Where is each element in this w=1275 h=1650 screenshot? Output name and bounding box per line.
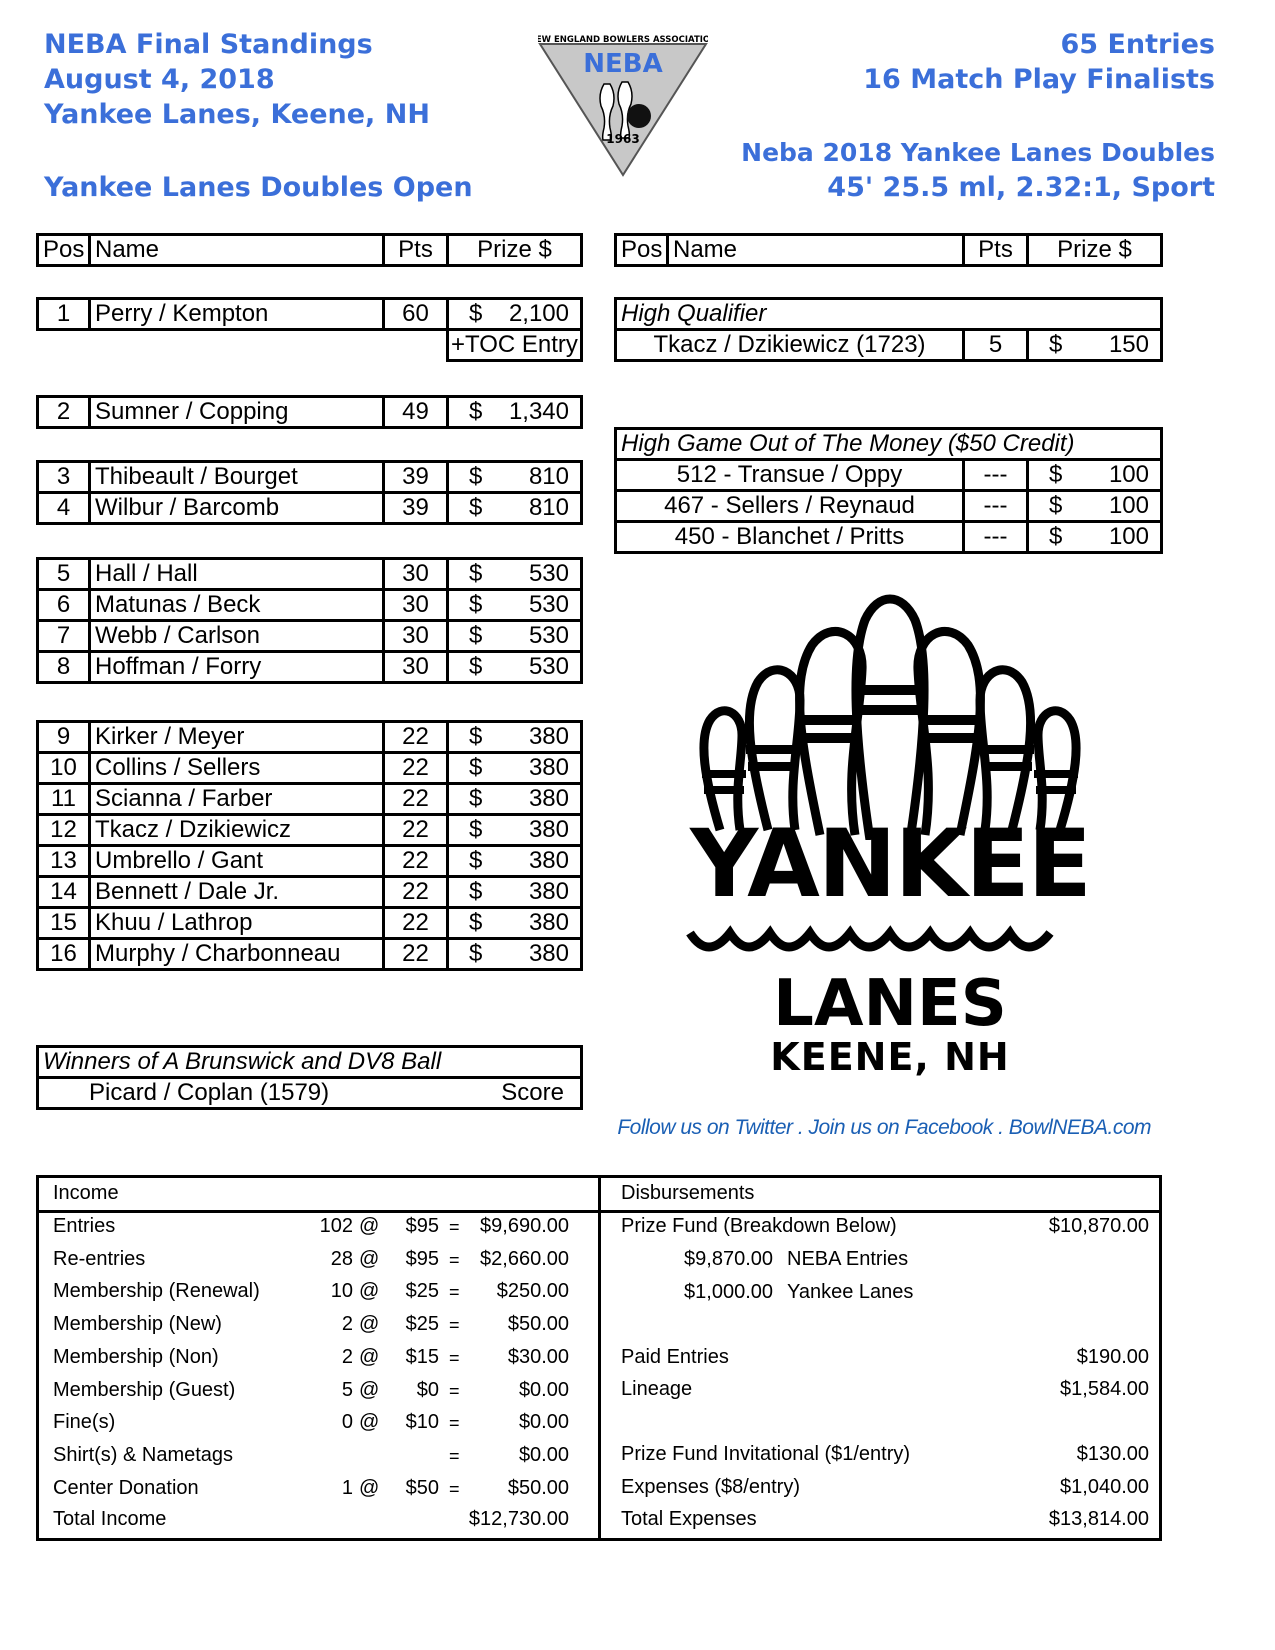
income-amount: $0.00: [518, 1443, 569, 1466]
table-row: [38, 590, 582, 621]
row-pos: 5: [38, 559, 90, 590]
table-row: [38, 621, 582, 652]
col-name: Name: [668, 235, 964, 266]
standings-group-5-8: [36, 557, 583, 684]
breakdown-neba-amount: $9,870.00: [684, 1248, 773, 1270]
svg-text:NEBA: NEBA: [583, 49, 663, 79]
ball-winners-table: [36, 1045, 583, 1110]
row-pts: 49: [384, 397, 448, 428]
row-prize: $ 810: [448, 462, 582, 493]
yankee-logo-line2: LANES: [773, 967, 1007, 1041]
total-income: $12,730.00: [468, 1508, 569, 1530]
row-pos: 14: [38, 877, 90, 908]
table-row: [38, 939, 582, 970]
row-pts: 22: [384, 908, 448, 939]
header-venue: Yankee Lanes, Keene, NH: [44, 99, 430, 130]
paid-entries: $190.00: [1076, 1346, 1149, 1368]
row-name: 450 - Blanchet / Pritts: [616, 522, 964, 553]
table-row: [38, 722, 582, 753]
row-pos: 2: [38, 397, 90, 428]
svg-text:NEW ENGLAND BOWLERS ASSOCIATIO: NEW ENGLAND BOWLERS ASSOCIATION: [538, 35, 708, 45]
invitational: $130.00: [1076, 1443, 1149, 1465]
income-qty: 1: [341, 1476, 353, 1499]
row-pts: 5: [964, 330, 1028, 361]
row-prize: $ 530: [448, 559, 582, 590]
income-eq: =: [449, 1478, 460, 1499]
row-prize: $ 380: [448, 753, 582, 784]
row-name: Matunas / Beck: [90, 590, 384, 621]
table-row: [38, 815, 582, 846]
breakdown-neba-label: NEBA Entries: [787, 1248, 909, 1270]
row-pts: 22: [384, 815, 448, 846]
col-name: Name: [90, 235, 384, 266]
income-eq: =: [449, 1315, 460, 1336]
income-eq: =: [449, 1249, 460, 1270]
pattern-title: Neba 2018 Yankee Lanes Doubles: [741, 138, 1215, 167]
row-pos: 4: [38, 493, 90, 524]
row-name: Khuu / Lathrop: [90, 908, 384, 939]
income-label: Fine(s): [53, 1411, 116, 1434]
table-row: [38, 846, 582, 877]
income-amount: $2,660.00: [480, 1247, 569, 1270]
row-pos: 11: [38, 784, 90, 815]
col-pos: Pos: [38, 235, 90, 266]
row-prize: $ 100: [1028, 491, 1162, 522]
standings-group-3-4: [36, 460, 583, 525]
income-price: $15: [405, 1345, 439, 1368]
row-pos: 10: [38, 753, 90, 784]
table-row: [38, 299, 582, 330]
row-name: Hall / Hall: [90, 559, 384, 590]
income-eq: =: [449, 1380, 460, 1401]
row-name: Perry / Kempton: [90, 299, 384, 330]
income-amount: $250.00: [496, 1280, 569, 1303]
row-prize: $ 530: [448, 621, 582, 652]
income-price: $95: [405, 1215, 439, 1237]
row-prize: $ 380: [448, 784, 582, 815]
lineage: $1,584.00: [1060, 1378, 1149, 1400]
high-game-table: [614, 427, 1163, 554]
income-label: Membership (New): [53, 1313, 222, 1336]
col-prize: Prize $: [1028, 235, 1162, 266]
income-label: Re-entries: [53, 1247, 146, 1270]
row-pts: 30: [384, 559, 448, 590]
row-pts: 30: [384, 621, 448, 652]
row-pts: 22: [384, 939, 448, 970]
income-eq: =: [449, 1413, 460, 1434]
header-title: NEBA Final Standings: [44, 29, 373, 60]
paid-entries-label: Paid Entries: [621, 1346, 729, 1368]
ball-winners-row: [38, 1078, 582, 1109]
event-name: Yankee Lanes Doubles Open: [44, 172, 473, 203]
standings-column-headers: [36, 233, 583, 267]
right-column-headers: [614, 233, 1163, 267]
row-name: Umbrello / Gant: [90, 846, 384, 877]
income-label: Center Donation: [53, 1476, 199, 1499]
row-prize: $ 100: [1028, 522, 1162, 553]
high-qualifier-table: [614, 297, 1163, 362]
row-pos: 12: [38, 815, 90, 846]
neba-logo: [538, 30, 708, 180]
row-name: Collins / Sellers: [90, 753, 384, 784]
row-prize: $ 380: [448, 846, 582, 877]
row-pos: 16: [38, 939, 90, 970]
income-eq: =: [449, 1217, 460, 1237]
standings-group-9-16: [36, 720, 583, 971]
income-label: Entries: [53, 1215, 116, 1237]
income-title: Income: [53, 1182, 119, 1204]
income-at: @: [359, 1345, 380, 1368]
oil-pattern: 45' 25.5 ml, 2.32:1, Sport: [827, 172, 1215, 203]
income-price: $10: [405, 1411, 439, 1434]
finalists-count: 16 Match Play Finalists: [863, 64, 1215, 95]
row-pts: 30: [384, 652, 448, 683]
row-name: Sumner / Copping: [90, 397, 384, 428]
income-price: $50: [405, 1476, 439, 1499]
income-at: @: [359, 1378, 380, 1401]
table-row: [38, 652, 582, 683]
income-amount: $50.00: [507, 1313, 569, 1336]
row-pos: 15: [38, 908, 90, 939]
row-pts: 39: [384, 493, 448, 524]
income-at: @: [359, 1215, 380, 1237]
income-amount: $0.00: [518, 1378, 569, 1401]
row-pos: 13: [38, 846, 90, 877]
standings-second-place: [36, 395, 583, 429]
breakdown-lanes-label: Yankee Lanes: [787, 1281, 914, 1303]
row-prize: $ 530: [448, 652, 582, 683]
row-prize: $ 100: [1028, 460, 1162, 491]
ball-winners-score: Score: [501, 1079, 564, 1106]
row-pts: 22: [384, 846, 448, 877]
row-pts: 39: [384, 462, 448, 493]
income-amount: $30.00: [507, 1345, 569, 1368]
row-name: Tkacz / Dzikiewicz: [90, 815, 384, 846]
income-at: @: [359, 1411, 380, 1434]
row-prize: $ 380: [448, 815, 582, 846]
row-pts: 30: [384, 590, 448, 621]
social-links[interactable]: Follow us on Twitter . Join us on Facebook . BowlNEBA.com: [617, 1116, 1151, 1139]
income-at: @: [359, 1313, 380, 1336]
prize-fund-label: Prize Fund (Breakdown Below): [621, 1215, 897, 1237]
income-qty: 2: [341, 1345, 353, 1368]
table-row: [38, 493, 582, 524]
yankee-logo-line1: YANKEE: [690, 810, 1090, 919]
prize-fund: $10,870.00: [1048, 1215, 1149, 1237]
income-label: Membership (Non): [53, 1345, 219, 1368]
expenses-label: Expenses ($8/entry): [621, 1476, 800, 1498]
row-pts: ---: [964, 460, 1028, 491]
row-name: Thibeault / Bourget: [90, 462, 384, 493]
table-row: [38, 784, 582, 815]
row-prize: $ 810: [448, 493, 582, 524]
income-amount: $9,690.00: [480, 1215, 569, 1237]
total-expenses-label: Total Expenses: [621, 1508, 757, 1530]
row-prize: $ 150: [1028, 330, 1162, 361]
row-prize: $ 530: [448, 590, 582, 621]
yankee-lanes-logo: [650, 590, 1130, 1090]
row-pos: 8: [38, 652, 90, 683]
svg-text:1963: 1963: [606, 132, 640, 146]
income-qty: 28: [330, 1247, 353, 1270]
row-name: Murphy / Charbonneau: [90, 939, 384, 970]
row-pos: 6: [38, 590, 90, 621]
row-pts: ---: [964, 522, 1028, 553]
row-pts: ---: [964, 491, 1028, 522]
row-pos: 9: [38, 722, 90, 753]
row-pts: 22: [384, 877, 448, 908]
table-row: [616, 491, 1162, 522]
row-name: Wilbur / Barcomb: [90, 493, 384, 524]
income-eq: =: [449, 1282, 460, 1303]
table-row: [38, 753, 582, 784]
row-pos: 7: [38, 621, 90, 652]
table-row: [38, 908, 582, 939]
income-amount: $50.00: [507, 1476, 569, 1499]
row-name: Scianna / Farber: [90, 784, 384, 815]
disbursements-title: Disbursements: [621, 1182, 755, 1204]
income-price: $95: [405, 1247, 439, 1270]
ball-winners-name: Picard / Coplan (1579): [89, 1079, 330, 1106]
income-qty: 102: [319, 1215, 353, 1237]
row-prize: $ 1,340: [448, 397, 582, 428]
table-row: [616, 460, 1162, 491]
row-name: Kirker / Meyer: [90, 722, 384, 753]
table-row: [616, 330, 1162, 361]
row-name: 467 - Sellers / Reynaud: [616, 491, 964, 522]
row-pts: 22: [384, 784, 448, 815]
row-prize: $ 2,100: [448, 299, 582, 330]
row-name: 512 - Transue / Oppy: [616, 460, 964, 491]
income-at: @: [359, 1280, 380, 1303]
income-amount: $0.00: [518, 1411, 569, 1434]
total-expenses: $13,814.00: [1048, 1508, 1149, 1530]
income-eq: =: [449, 1347, 460, 1368]
finance-box: [36, 1175, 1162, 1541]
toc-entry: +TOC Entry: [448, 330, 582, 361]
table-row: [38, 559, 582, 590]
col-prize: Prize $: [448, 235, 582, 266]
col-pts: Pts: [964, 235, 1028, 266]
income-label: Membership (Renewal): [53, 1280, 260, 1303]
income-price: $0: [416, 1378, 439, 1401]
standings-first-place: [36, 297, 583, 362]
row-pts: 22: [384, 722, 448, 753]
income-at: @: [359, 1247, 380, 1270]
breakdown-lanes-amount: $1,000.00: [684, 1281, 773, 1303]
row-prize: $ 380: [448, 939, 582, 970]
income-at: @: [359, 1476, 380, 1499]
income-qty: 5: [341, 1378, 353, 1401]
high-qualifier-title: High Qualifier: [616, 299, 1162, 330]
yankee-logo-line3: KEENE, NH: [770, 1035, 1010, 1079]
income-qty: 0: [341, 1411, 353, 1434]
table-row: [38, 877, 582, 908]
income-qty: 10: [330, 1280, 353, 1303]
row-pts: 22: [384, 753, 448, 784]
row-pts: 60: [384, 299, 448, 330]
income-price: $25: [405, 1280, 439, 1303]
income-label: Shirt(s) & Nametags: [53, 1443, 234, 1466]
header-date: August 4, 2018: [44, 64, 275, 95]
row-pos: 1: [38, 299, 90, 330]
col-pts: Pts: [384, 235, 448, 266]
lineage-label: Lineage: [621, 1378, 693, 1400]
row-prize: $ 380: [448, 722, 582, 753]
invitational-label: Prize Fund Invitational ($1/entry): [621, 1443, 911, 1465]
row-name: Hoffman / Forry: [90, 652, 384, 683]
ball-winners-title: Winners of A Brunswick and DV8 Ball: [38, 1047, 582, 1078]
income-label: Membership (Guest): [53, 1378, 236, 1401]
row-name: Webb / Carlson: [90, 621, 384, 652]
high-game-title: High Game Out of The Money ($50 Credit): [616, 429, 1162, 460]
table-row: [38, 397, 582, 428]
income-price: $25: [405, 1313, 439, 1336]
row-name: Bennett / Dale Jr.: [90, 877, 384, 908]
entries-count: 65 Entries: [1060, 29, 1215, 60]
row-prize: $ 380: [448, 877, 582, 908]
col-pos: Pos: [616, 235, 668, 266]
income-eq: =: [449, 1445, 460, 1466]
row-name: Tkacz / Dzikiewicz (1723): [616, 330, 964, 361]
table-row: [616, 522, 1162, 553]
income-qty: 2: [341, 1313, 353, 1336]
expenses: $1,040.00: [1060, 1476, 1149, 1498]
row-prize: $ 380: [448, 908, 582, 939]
row-pos: 3: [38, 462, 90, 493]
total-income-label: Total Income: [53, 1508, 167, 1530]
table-row: [38, 462, 582, 493]
